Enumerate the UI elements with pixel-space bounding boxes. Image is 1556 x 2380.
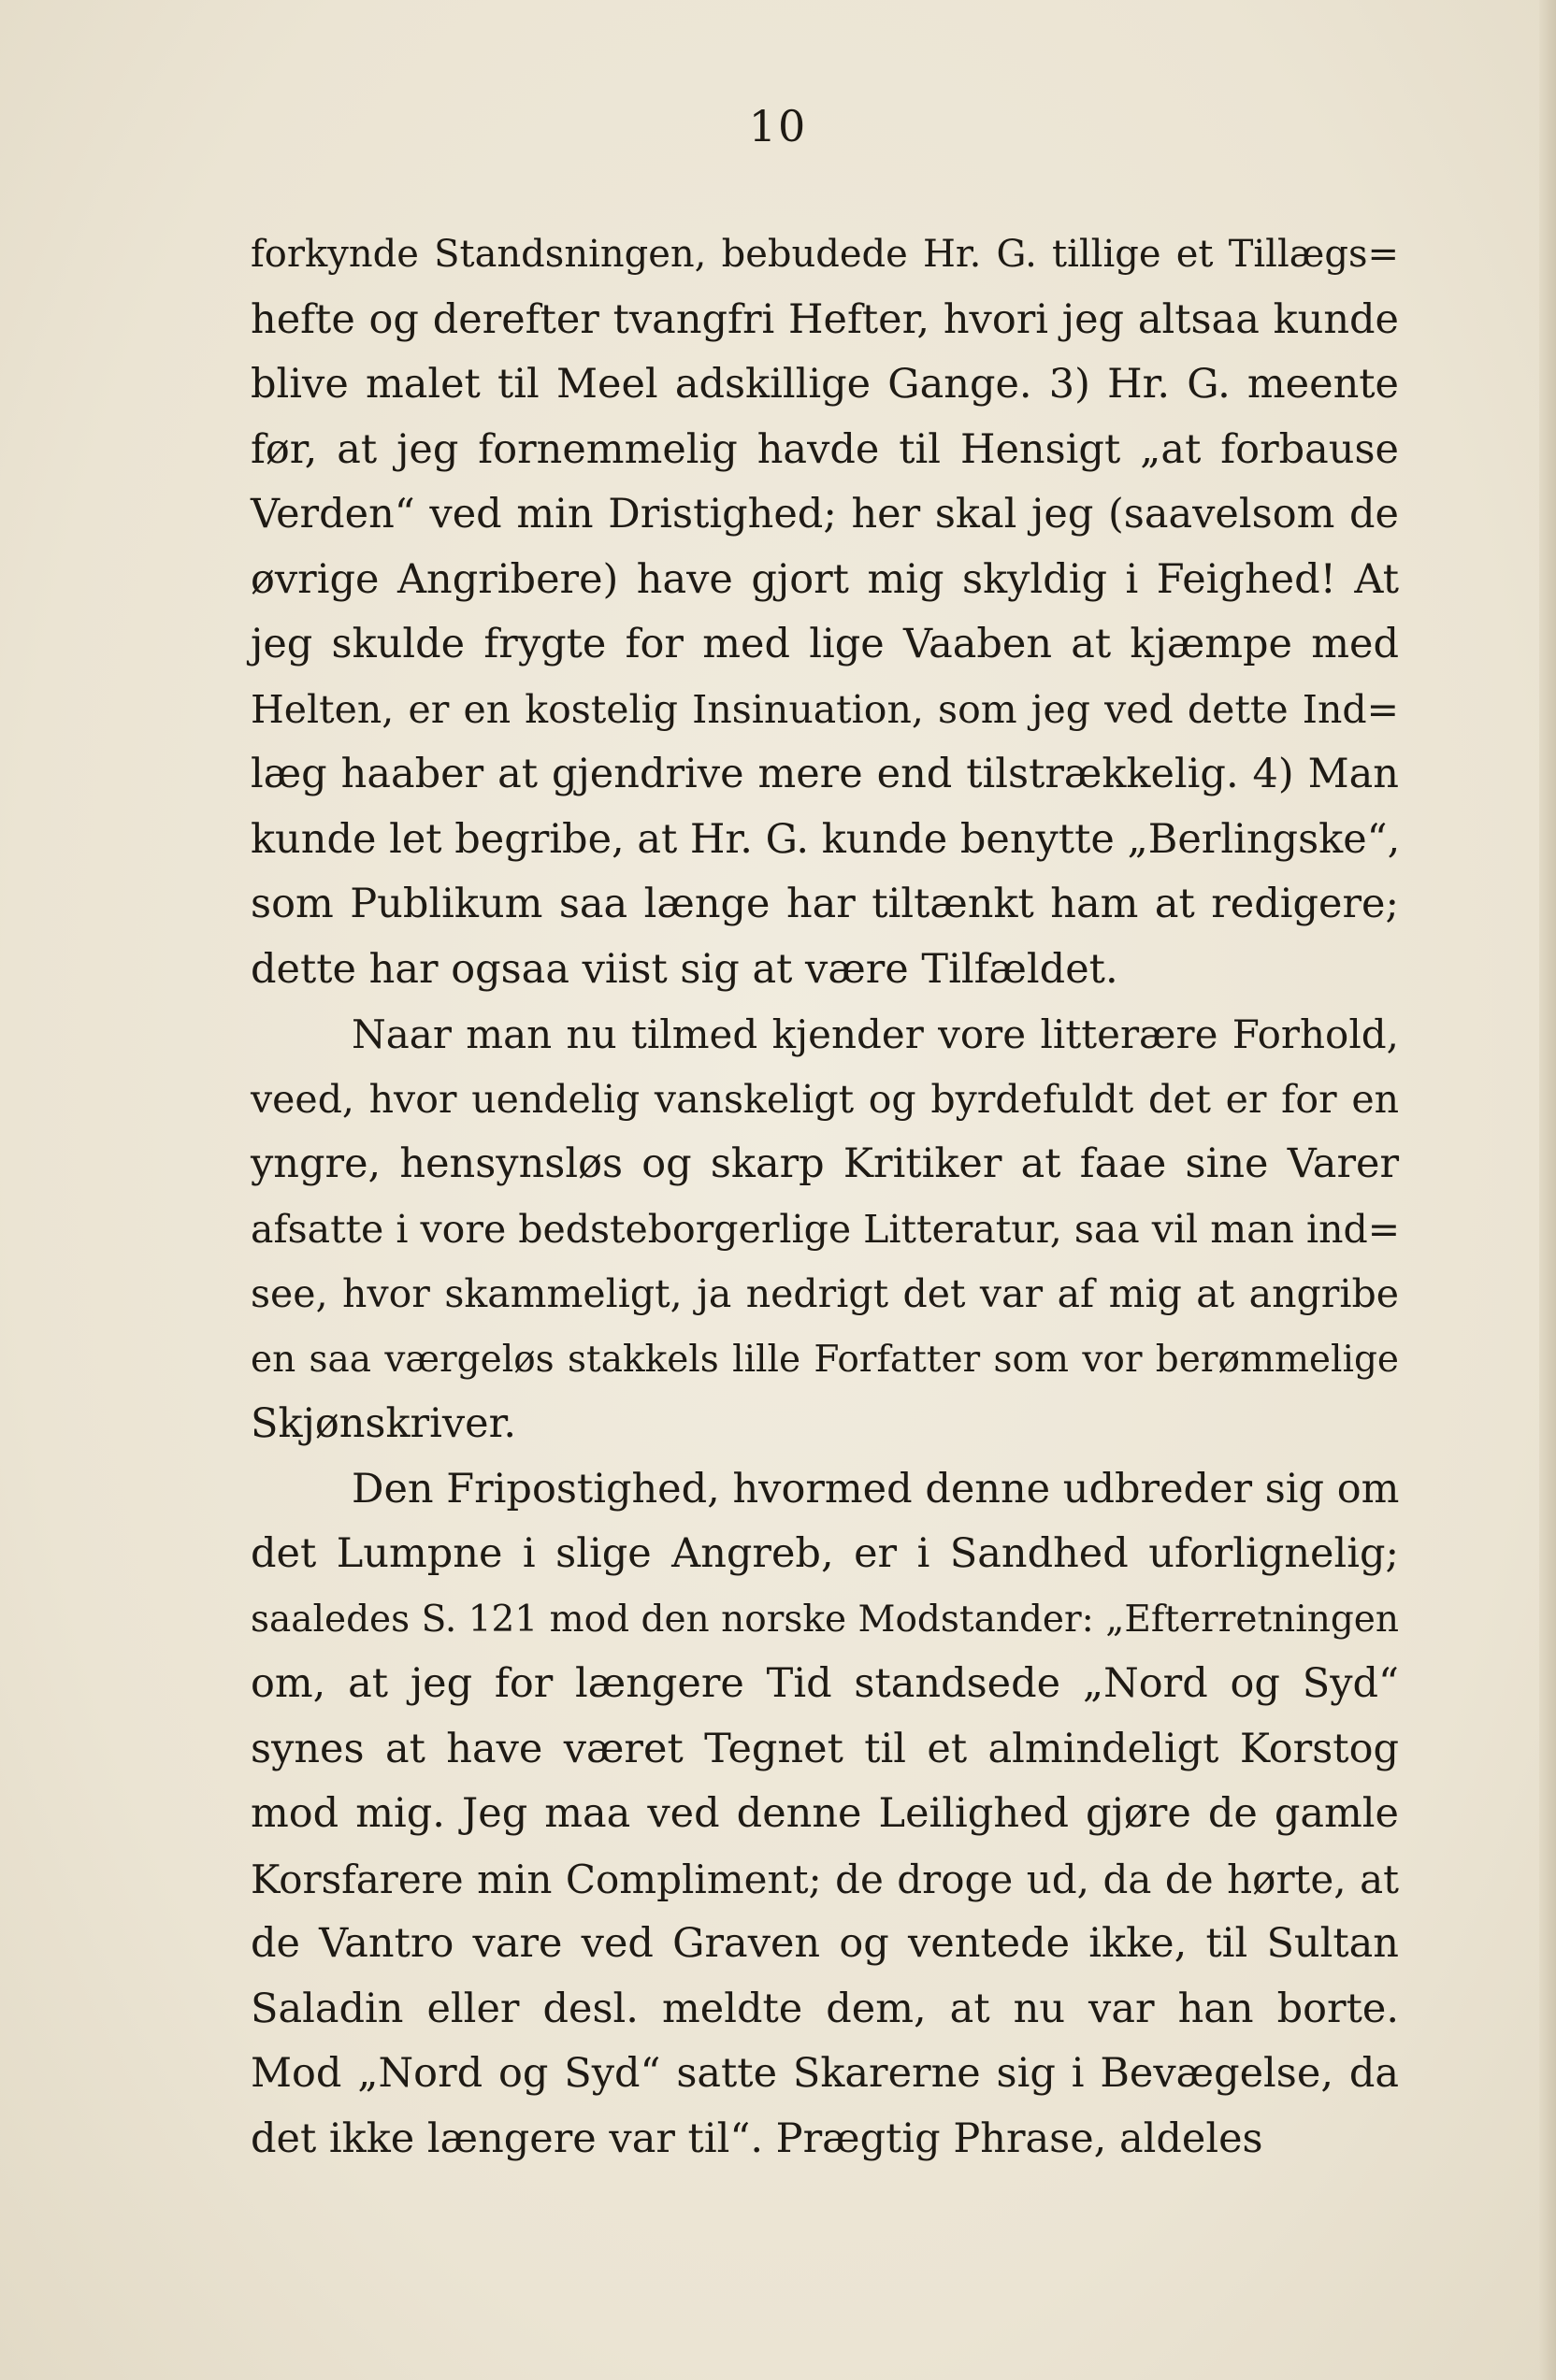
text-line: Verden“ ved min Dristighed; her skal jeg (saavelsom de xyxy=(251,491,1399,538)
text-line: Den Fripostighed, hvormed denne udbreder sig om xyxy=(352,1465,1400,1513)
text-line: Skjønskriver. xyxy=(251,1400,517,1447)
text-line: det Lumpne i slige Angreb, er i Sandhed uforlignelig; xyxy=(251,1530,1399,1577)
text-line: Naar man nu tilmed kjender vore litterære Forhold, xyxy=(352,1011,1399,1057)
text-line: dette har ogsaa viist sig at være Tilfældet. xyxy=(251,945,1118,993)
text-line: Korsfarere min Compliment; de droge ud, da de hørte, at xyxy=(251,1856,1399,1902)
page-spine-edge xyxy=(1539,0,1556,2380)
text-line: de Vantro vare ved Graven og ventede ikke, til Sultan xyxy=(251,1920,1399,1967)
text-line: yngre, hensynsløs og skarp Kritiker at faae sine Varer xyxy=(251,1140,1399,1187)
text-line: Helten, er en kostelig Insinuation, som jeg ved dette Ind= xyxy=(251,686,1399,732)
text-line: saaledes S. 121 mod den norske Modstander: „Efterretningen xyxy=(251,1598,1399,1641)
text-line: øvrige Angribere) have gjort mig skyldig i Feighed! At xyxy=(251,555,1399,603)
text-line: afsatte i vore bedsteborgerlige Litteratur, saa vil man ind= xyxy=(251,1206,1401,1252)
text-line: Saladin eller desl. meldte dem, at nu var han borte. xyxy=(251,1985,1399,2032)
text-line: læg haaber at gjendrive mere end tilstrækkelig. 4) Man xyxy=(251,751,1399,797)
text-line: kunde let begribe, at Hr. G. kunde benytte „Berlingske“, xyxy=(251,815,1401,863)
paragraph xyxy=(251,1457,1399,2172)
page-number: 10 xyxy=(748,101,808,151)
text-line: om, at jeg for længere Tid standsede „Nord og Syd“ xyxy=(251,1660,1399,1707)
text-line: før, at jeg fornemmelig havde til Hensigt „at forbause xyxy=(251,425,1399,473)
text-line: Mod „Nord og Syd“ satte Skarerne sig i Bevægelse, da xyxy=(251,2050,1399,2097)
text-line: see, hvor skammeligt, ja nedrigt det var af mig at angribe xyxy=(251,1271,1399,1316)
text-line: mod mig. Jeg maa ved denne Leilighed gjøre de gamle xyxy=(251,1790,1399,1837)
paragraph xyxy=(251,1002,1399,1457)
text-line: hefte og derefter tvangfri Hefter, hvori jeg altsaa kunde xyxy=(251,295,1399,343)
text-line: en saa værgeløs stakkels lille Forfatter som vor berømmelige xyxy=(251,1338,1399,1381)
text-line: synes at have været Tegnet til et almindeligt Korstog xyxy=(251,1725,1399,1772)
body-text xyxy=(251,222,1399,2172)
text-line: som Publikum saa længe har tiltænkt ham at redigere; xyxy=(251,881,1399,927)
text-line: forkynde Standsningen, bebudede Hr. G. tillige et Tillægs= xyxy=(251,233,1399,276)
text-line: jeg skulde frygte for med lige Vaaben at kjæmpe med xyxy=(251,621,1399,667)
text-line: det ikke længere var til“. Prægtig Phrase, aldeles xyxy=(251,2115,1263,2162)
text-line: blive malet til Meel adskillige Gange. 3) Hr. G. meente xyxy=(251,361,1399,408)
text-line: veed, hvor uendelig vanskeligt og byrdefuldt det er for en xyxy=(251,1076,1399,1122)
paragraph xyxy=(251,222,1399,1002)
